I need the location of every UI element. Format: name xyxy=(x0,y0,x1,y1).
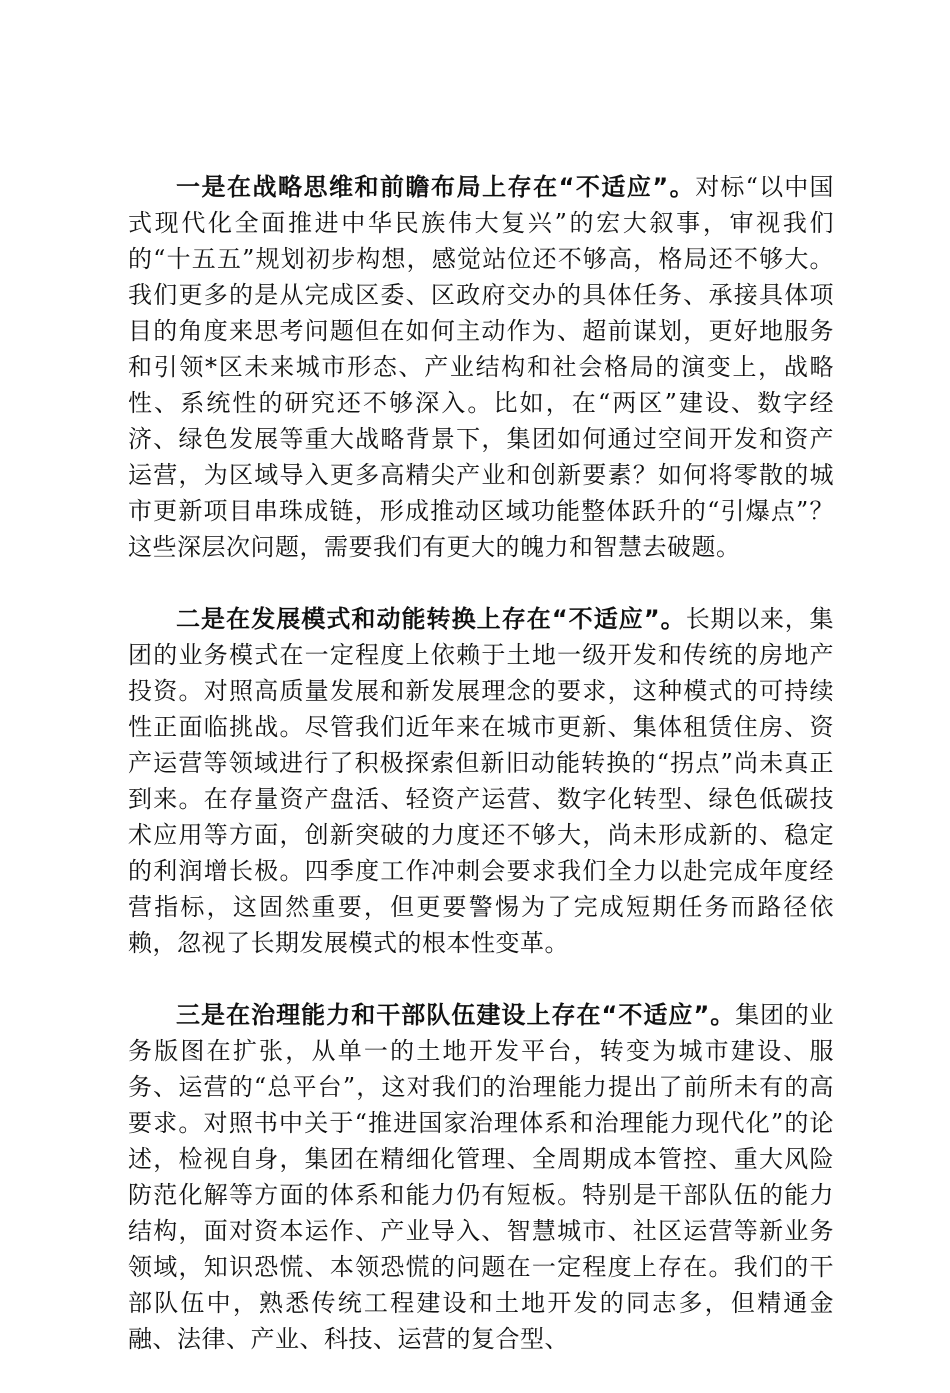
paragraph-heading: 一是在战略思维和前瞻布局上存在“不适应”。 xyxy=(176,173,696,201)
paragraph-text: 集团的业务版图在扩张，从单一的土地开发平台，转变为城市建设、服务、运营的“总平台”，这对我们的治理能力提出了前所未有的高要求。对照书中关于“推进国家治理体系和治理能力现代化”的论述，检视自身，集团在精细化管理、全周期成本管控、重大风险防范化解等方面的体系和能力仍有短板。特别是干部队伍的能力结构，面对资本运作、产业导入、智慧城市、社区运营等新业务领域，知识恐慌、本领恐慌的问题在一定程度上存在。我们的干部队伍中，熟悉传统工程建设和土地开发的同志多，但精通金融、法律、产业、科技、运营的复合型、 xyxy=(128,1001,834,1353)
paragraph-governance xyxy=(128,997,834,1357)
paragraph-development-model xyxy=(128,601,834,961)
document-body xyxy=(128,169,834,1393)
paragraph-heading: 三是在治理能力和干部队伍建设上存在“不适应”。 xyxy=(176,1001,736,1029)
paragraph-heading: 二是在发展模式和动能转换上存在“不适应”。 xyxy=(176,605,686,633)
paragraph-strategic-thinking xyxy=(128,169,834,565)
paragraph-text: 长期以来，集团的业务模式在一定程度上依赖于土地一级开发和传统的房地产投资。对照高质量发展和新发展理念的要求，这种模式的可持续性正面临挑战。尽管我们近年来在城市更新、集体租赁住房、资产运营等领域进行了积极探索但新旧动能转换的“拐点”尚未真正到来。在存量资产盘活、轻资产运营、数字化转型、绿色低碳技术应用等方面，创新突破的力度还不够大，尚未形成新的、稳定的利润增长极。四季度工作冲刺会要求我们全力以赴完成年度经营指标，这固然重要，但更要警惕为了完成短期任务而路径依赖，忽视了长期发展模式的根本性变革。 xyxy=(128,605,834,957)
paragraph-text: 对标“以中国式现代化全面推进中华民族伟大复兴”的宏大叙事，审视我们的“十五五”规划初步构想，感觉站位还不够高，格局还不够大。我们更多的是从完成区委、区政府交办的具体任务、承接具体项目的角度来思考问题但在如何主动作为、超前谋划，更好地服务和引领*区未来城市形态、产业结构和社会格局的演变上，战略性、系统性的研究还不够深入。比如，在“两区”建设、数字经济、绿色发展等重大战略背景下，集团如何通过空间开发和资产运营，为区域导入更多高精尖产业和创新要素？如何将零散的城市更新项目串珠成链，形成推动区域功能整体跃升的“引爆点”？这些深层次问题，需要我们有更大的魄力和智慧去破题。 xyxy=(128,173,834,561)
